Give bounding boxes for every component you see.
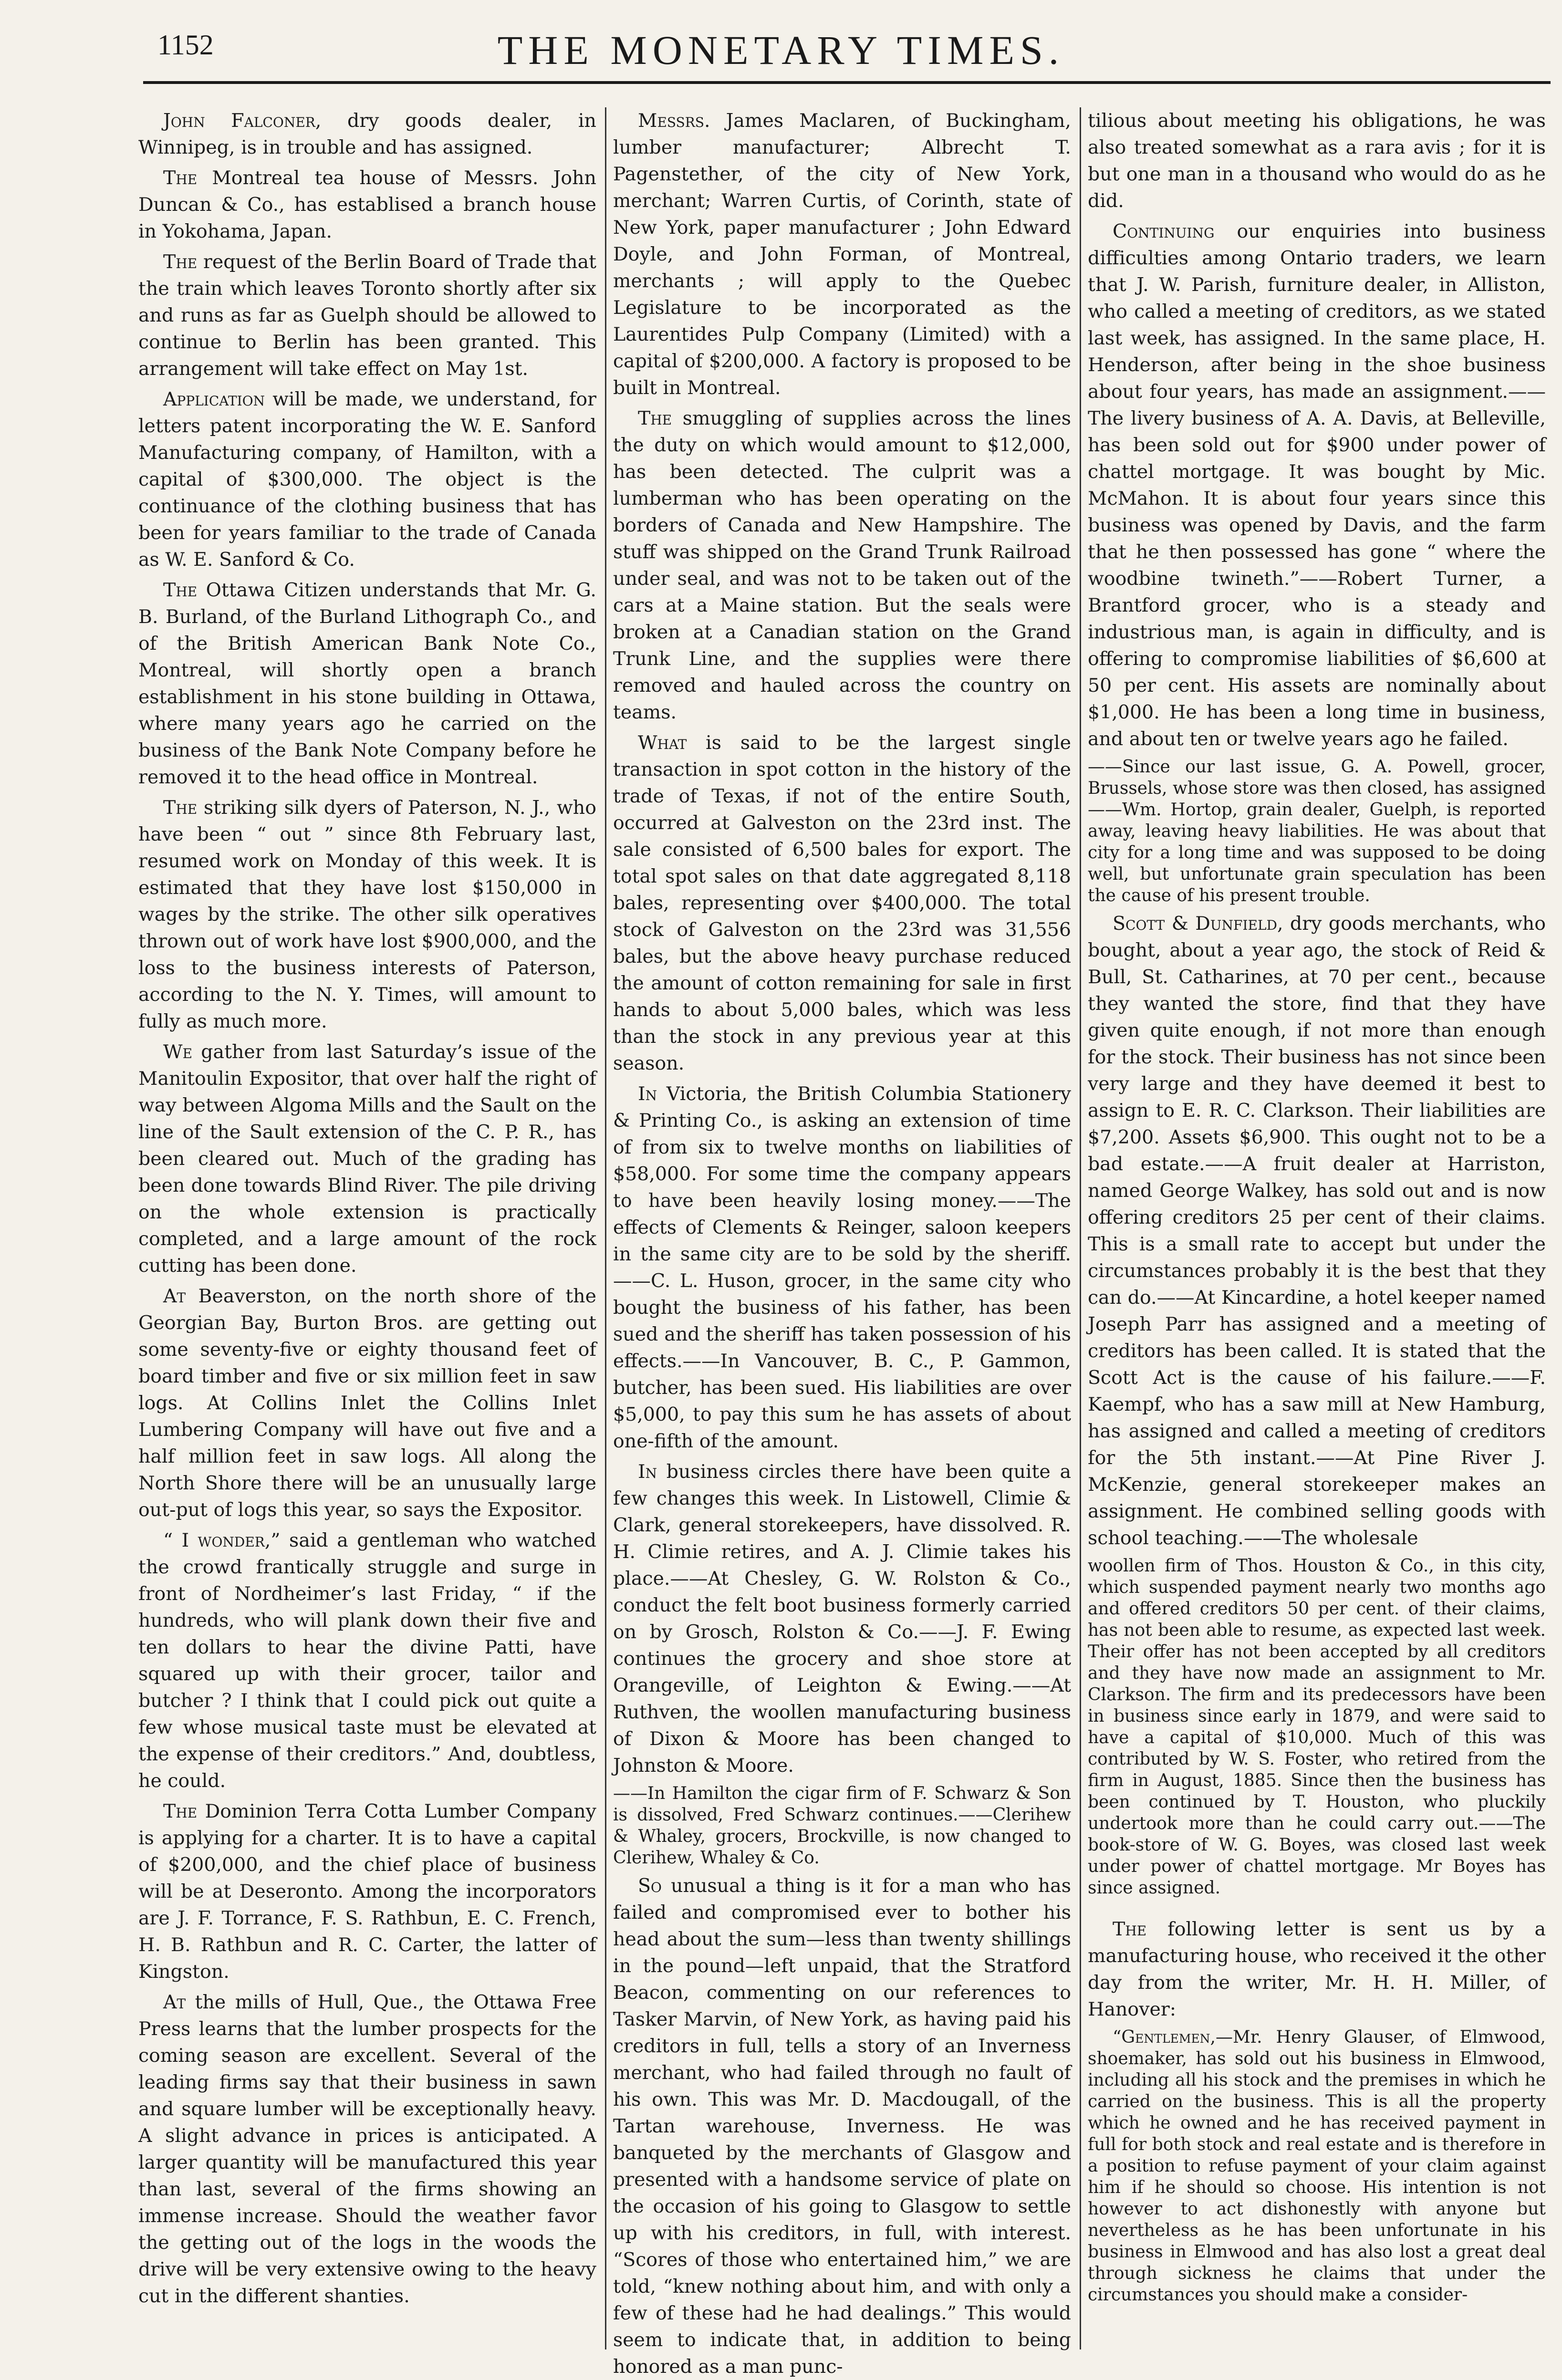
paragraph-lead: Application <box>163 388 265 410</box>
paragraph-text: request of the Berlin Board of Trade that the train which leaves Toronto shortly after six and runs as far as Guelph should be allowed to continue to Berlin has been granted. This arrangement will take effect on May 1st. <box>138 251 596 380</box>
paragraph-text: Beaverston, on the north shore of the Georgian Bay, Burton Bros. are getting out some seventy-five or eighty thousand feet of board timber and five or six million feet in saw logs. At Collins Inlet the Collins Inlet Lumbering Company will have out five and a half million feet in saw logs. All along the North Shore there will be an unusually large out-put of logs this year, so says the Expositor. <box>138 1285 596 1521</box>
paragraph-text: business circles there have been quite a few changes this week. In Listowell, Climie & Clark, general storekeepers, have dissolved. R. H. Climie retires, and A. J. Climie takes his place.——At Chesley, G. W. Rolston & Co., conduct the felt boot business formerly carried on by Grosch, Rolston & Co.——J. F. Ewing continues the grocery and shoe store at Orangeville, of Leighton & Ewing.——At Ruthven, the woollen manufacturing business of Dixon & Moore has been changed to Johnston & Moore. <box>613 1461 1071 1777</box>
paragraph-lead: The <box>163 797 198 819</box>
paragraph-text: smuggling of supplies across the lines the duty on which would amount to $12,000, has been detected. The culprit was a lumberman who has been operating on the borders of Canada and New Hampshire. The stuff was shipped on the Grand Trunk Railroad under seal, and was not to be taken out of the cars at a Maine station. But the seals were broken at a Canadian station on the Grand Trunk Line, and the supplies were there removed and hauled across the country on teams. <box>613 407 1071 723</box>
article-paragraph <box>613 107 1071 401</box>
paragraph-lead: The <box>163 579 198 601</box>
column-divider-1 <box>605 107 606 2349</box>
paragraph-lead: The <box>638 407 672 429</box>
paragraph-text: our enquiries into business difficulties among Ontario traders, we learn that J. W. Parish, furniture dealer, in Alliston, who called a meeting of creditors, as we stated last week, has assigned. In the same place, H. Henderson, after being in the shoe business about four years, has made an assignment.——The livery business of A. A. Davis, at Belleville, has been sold out for $900 under power of chattel mortgage. It was bought by Mic. McMahon. It is about four years since this business was opened by Davis, and the farm that he then possessed has gone “ where the woodbine twineth.”——Robert Turner, a Brantford grocer, who is a steady and industrious man, is again in difficulty, and is offering to compromise liabilities of $6,600 at 50 per cent. His assets are nominally about $1,000. He has been a long time in business, and about ten or twelve years ago he failed. <box>1088 220 1546 750</box>
paragraph-lead: The <box>163 1800 198 1822</box>
paragraph-lead: At <box>163 1285 186 1307</box>
section-spacer <box>1088 1902 1546 1916</box>
paragraph-lead: Continuing <box>1113 220 1215 242</box>
paragraph-text: —Mr. Henry Glauser, of Elmwood, shoemaker, has sold out his business in Elmwood, including all his stock and the premises in which he carried on the business. This is all the property which he owned and he has received payment in full for both stock and real estate and is therefore in a position to refuse payment of your claim against him if he should so choose. His intention is not however to act dishonestly with anyone but nevertheless as he has been unfortunate in his business in Elmwood and has also lost a great deal through sickness he claims that under the circumstances you should make a consider- <box>1088 2027 1546 2305</box>
column-3 <box>1088 107 1546 2349</box>
paragraph-text: is said to be the largest single transaction in spot cotton in the history of the trade of Texas, if not of the entire South, occurred at Galveston on the 23rd inst. The sale consisted of 6,500 bales for export. The total spot sales on that date aggregated 8,118 bales, representing over $400,000. The total stock of Galveston on the 23rd was 31,556 bales, but the above heavy purchase reduced the amount of cotton remaining for sale in first hands to about 5,000 bales, which was less than the stock in any previous year at this season. <box>613 732 1071 1074</box>
article-paragraph <box>1088 2027 1546 2306</box>
article-paragraph <box>613 1458 1071 1779</box>
paragraph-lead: “ I wonder,” <box>163 1529 281 1551</box>
article-paragraph <box>613 1872 1071 2380</box>
paragraph-text: Montreal tea house of Messrs. John Duncan & Co., has establised a branch house in Yokohama, Japan. <box>138 167 596 242</box>
masthead-title: THE MONETARY TIMES. <box>497 27 1065 73</box>
paragraph-lead: Messrs. <box>638 110 710 132</box>
paragraph-text: gather from last Saturday’s issue of the Manitoulin Expositor, that over half the right of way between Algoma Mills and the Sault on the line of the Sault extension of the C. P. R., has been cleared out. Much of the grading has been done towards Blind River. The pile driving on the whole extension is practically completed, and a large amount of the rock cutting has been done. <box>138 1041 596 1277</box>
paragraph-lead: We <box>163 1041 193 1063</box>
article-paragraph <box>613 729 1071 1077</box>
paragraph-text: Ottawa Citizen understands that Mr. G. B. Burland, of the Burland Lithograph Co., and of the British American Bank Note Co., Montreal, will shortly open a branch establishment in his stone building in Ottawa, where many years ago he carried on the business of the Bank Note Company before he removed it to the head office in Montreal. <box>138 579 596 788</box>
article-paragraph <box>613 1081 1071 1455</box>
paragraph-text: following letter is sent us by a manufacturing house, who received it the other day from the writer, Mr. H. H. Miller, of Hanover: <box>1088 1918 1546 2020</box>
article-paragraph <box>1088 1555 1546 1899</box>
paragraph-lead: In <box>638 1083 657 1105</box>
page-number: 1152 <box>157 29 214 61</box>
paragraph-text: James Maclaren, of Buckingham, lumber manufacturer; Albrecht T. Pagenstether, of the city of New York, merchant; Warren Curtis, of Corinth, state of New York, paper manufacturer ; John Edward Doyle, and John Forman, of Montreal, merchants ; will apply to the Quebec Legislature to be incorporated as the Laurentides Pulp Company (Limited) with a capital of $200,000. A factory is proposed to be built in Montreal. <box>613 110 1071 399</box>
paragraph-lead: In <box>638 1461 657 1483</box>
paragraph-text: the mills of Hull, Que., the Ottawa Free Press learns that the lumber prospects for the coming season are excellent. Several of the leading firms say that their business in sawn and square lumber will be exceptionally heavy. A slight advance in prices is anticipated. A larger quantity will be manufactured this year than last, several of the firms showing an immense increase. Should the weather favor the getting out of the logs in the woods the drive will be very extensive owing to the heavy cut in the different shanties. <box>138 1991 596 2307</box>
article-paragraph <box>1088 910 1546 1551</box>
header-rule <box>143 81 1551 84</box>
article-paragraph <box>138 1798 596 1985</box>
paragraph-lead: John Falconer, <box>163 110 322 132</box>
paragraph-text: said a gentleman who watched the crowd frantically struggle and surge in front of Nordheimer’s last Friday, “ if the hundreds, who will plank down their five and ten dollars to hear the divine Patti, have squared up with their grocer, tailor and butcher ? I think that I could pick out quite a few whose musical taste must be elevated at the expense of their creditors.” And, doubtless, he could. <box>138 1529 596 1792</box>
paragraph-text: dry goods merchants, who bought, about a year ago, the stock of Reid & Bull, St. Catharines, at 70 per cent., because they wanted the store, find that they have given quite enough, if not more than enough for the stock. Their business has not since been very large and they have deemed it best to assign to E. R. C. Clarkson. Their liabilities are $7,200. Assets $6,900. This ought not to be a bad estate.——A fruit dealer at Harriston, named George Walkey, has sold out and is now offering creditors 25 per cent of their claims. This is a small rate to accept but under the circumstances probably it is the best that they can do.——At Kincardine, a hotel keeper named Joseph Parr has assigned and a meeting of creditors has been called. It is stated that the Scott Act is the cause of his failure.——F. Kaempf, who has a saw mill at New Hamburg, has assigned and called a meeting of creditors for the 5th instant.——At Pine River J. McKenzie, general storekeeper makes an assignment. He combined selling goods with school teaching.——The wholesale <box>1088 913 1546 1549</box>
paragraph-text: ——In Hamilton the cigar firm of F. Schwarz & Son is dissolved, Fred Schwarz continues.——Clerihew & Whaley, grocers, Brockville, is now changed to Clerihew, Whaley & Co. <box>613 1784 1071 1868</box>
article-paragraph <box>138 794 596 1035</box>
paragraph-text: unusual a thing is it for a man who has failed and compromised ever to bother his head about the sum—less than twenty shillings in the pound—left unpaid, that the Stratford Beacon, commenting on our references to Tasker Marvin, of New York, as having paid his creditors in full, tells a story of an Inverness merchant, who had failed through no fault of his own. This was Mr. D. Macdougall, of the Tartan warehouse, Inverness. He was banqueted by the merchants of Glasgow and presented with a handsome service of plate on the occasion of his going to Glasgow to settle up with his creditors, in full, with interest. “Scores of those who entertained him,” we are told, “knew nothing about him, and with only a few of these had he had dealings.” This would seem to indicate that, in addition to being honored as a man punc- <box>613 1875 1071 2378</box>
paragraph-lead: The <box>1113 1918 1147 1940</box>
column-divider-2 <box>1080 107 1081 2349</box>
article-paragraph <box>1088 218 1546 752</box>
paragraph-text: tilious about meeting his obligations, he was also treated somewhat as a rara avis ; for it is but one man in a thousand who would do as he did. <box>1088 110 1546 212</box>
paragraph-text: ——Since our last issue, G. A. Powell, grocer, Brussels, whose store was then closed, has assigned——Wm. Hortop, grain dealer, Guelph, is reported away, leaving heavy liabilities. He was about that city for a long time and was supposed to be doing well, but unfortunate grain speculation has been the cause of his present trouble. <box>1088 757 1546 905</box>
article-paragraph <box>138 107 596 161</box>
article-paragraph <box>613 405 1071 726</box>
article-paragraph <box>138 249 596 382</box>
article-paragraph <box>138 1039 596 1279</box>
column-2 <box>613 107 1071 2378</box>
paragraph-text: dry goods dealer, in Winnipeg, is in trouble and has assigned. <box>138 110 596 158</box>
paragraph-text: Victoria, the British Columbia Stationery & Printing Co., is asking an extension of time of from six to twelve months on liabilities of $58,000. For some time the company appears to have been heavily losing money.——The effects of Clements & Reinger, saloon keepers in the same city are to be sold by the sheriff.——C. L. Huson, grocer, in the same city who bought the business of his father, has been sued and the sheriff has taken possession of his effects.——In Vancouver, B. C., P. Gammon, butcher, has been sued. His liabilities are over $5,000, to pay this sum he has assets of about one-fifth of the amount. <box>613 1083 1071 1452</box>
column-1 <box>138 107 596 2349</box>
paragraph-text: Dominion Terra Cotta Lumber Company is applying for a charter. It is to have a capital of $200,000, and the chief place of business will be at Deseronto. Among the incorporators are J. F. Torrance, F. S. Rathbun, E. C. French, H. B. Rathbun and R. C. Carter, the latter of Kingston. <box>138 1800 596 1983</box>
article-paragraph <box>1088 756 1546 906</box>
article-paragraph <box>613 1783 1071 1869</box>
paragraph-text: will be made, we understand, for letters patent incorporating the W. E. Sanford Manufacturing company, of Hamilton, with a capital of $300,000. The object is the continuance of the clothing business that has been for years familiar to the trade of Canada as W. E. Sanford & Co. <box>138 388 596 571</box>
article-paragraph <box>138 165 596 245</box>
paragraph-text: woollen firm of Thos. Houston & Co., in this city, which suspended payment nearly two months ago and offered creditors 50 per cent. of their claims, has not been able to resume, as expected last week. Their offer has not been accepted by all creditors and they have now made an assignment to Mr. Clarkson. The firm and its predecessors have been in business since early in 1879, and were said to have a capital of $10,000. Much of this was contributed by W. S. Foster, who retired from the firm in August, 1885. Since then the business has been continued by T. Houston, who pluckily undertook more than he could carry out.——The book-store of W. G. Boyes, was closed last week under power of chattel mortgage. Mr Boyes has since assigned. <box>1088 1556 1546 1898</box>
page-header <box>0 0 1562 81</box>
paragraph-lead: So <box>638 1875 662 1897</box>
article-paragraph <box>138 1527 596 1794</box>
paragraph-lead: The <box>163 251 198 273</box>
article-paragraph <box>138 386 596 573</box>
article-paragraph <box>138 1989 596 2309</box>
article-paragraph <box>138 577 596 790</box>
paragraph-lead: Scott & Dunfield, <box>1113 913 1283 935</box>
article-paragraph <box>138 1283 596 1523</box>
paragraph-lead: At <box>163 1991 186 2013</box>
paragraph-lead: The <box>163 167 198 189</box>
paragraph-lead: What <box>638 732 687 754</box>
article-paragraph <box>1088 1916 1546 2023</box>
paragraph-lead: “Gentlemen, <box>1113 2027 1216 2047</box>
article-paragraph <box>1088 107 1546 214</box>
paragraph-text: striking silk dyers of Paterson, N. J., who have been “ out ” since 8th February last, resumed work on Monday of this week. It is estimated that they have lost $150,000 in wages by the strike. The other silk operatives thrown out of work have lost $900,000, and the loss to the business interests of Paterson, according to the N. Y. Times, will amount to fully as much more. <box>138 797 596 1032</box>
